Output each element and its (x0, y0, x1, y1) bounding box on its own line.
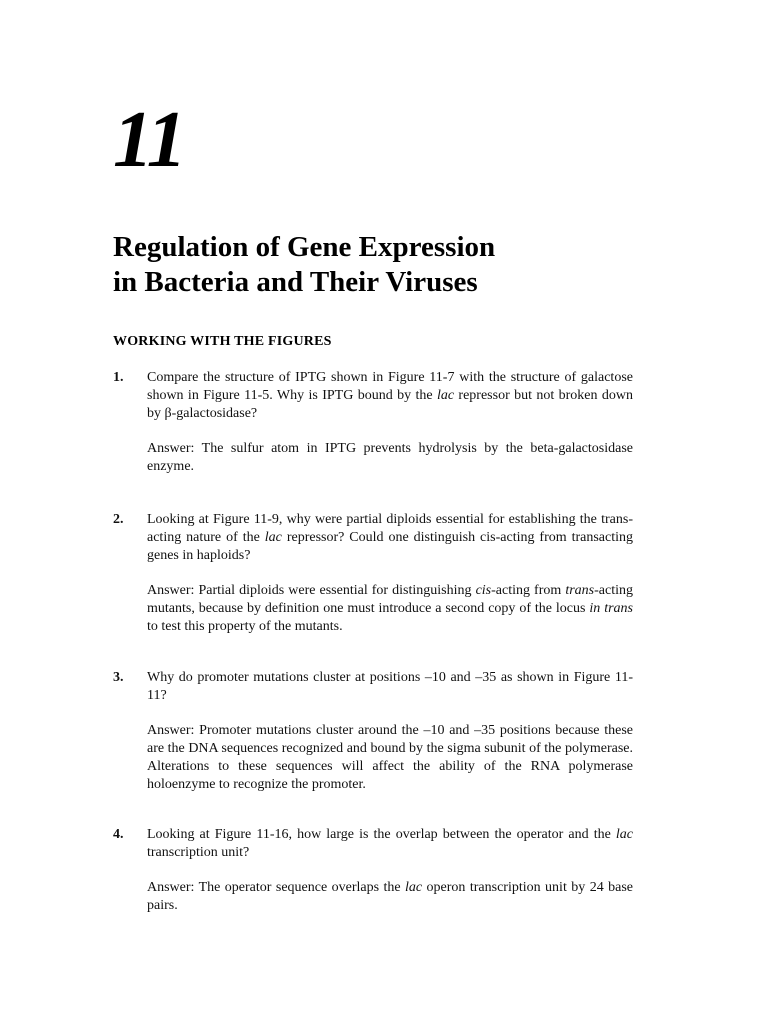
question-text-part: Looking at Figure 11-9, why were partial diploids essential for establishing the trans-acting nature of the (147, 512, 633, 545)
question-2 (113, 511, 633, 636)
question-number: 3. (113, 670, 124, 685)
answer-text-part: Answer: Promoter mutations cluster around the –10 and –35 positions because these are the DNA sequences recognized and bound by the sigma subunit of the polymerase. Alterations to these sequences will affect the ability of the RNA polymerase holoenzyme to recognize the promoter. (147, 723, 633, 792)
answer-text (147, 582, 633, 636)
answer-text-part: Answer: The sulfur atom in IPTG prevents hydrolysis by the beta-galactosidase enzyme. (147, 441, 633, 474)
answer-text-part: to test this property of the mutants. (147, 619, 343, 634)
question-text (147, 826, 633, 862)
chapter-title-line-2: in Bacteria and Their Viruses (113, 266, 478, 298)
answer-text (147, 879, 633, 915)
answer-text-part: -acting from (491, 583, 566, 598)
question-number: 2. (113, 512, 124, 527)
question-3 (113, 669, 633, 794)
answer-text-italic: lac (405, 880, 423, 895)
question-text-part: repressor but not broken down by β-galactosidase? (147, 388, 634, 421)
chapter-number: 11 (113, 96, 185, 184)
question-text (147, 511, 633, 565)
question-1 (113, 369, 633, 476)
answer-text-part: -acting mutants, because by definition one must introduce a second copy of the locus (147, 583, 633, 616)
question-text-part: repressor? Could one distinguish cis-acting from transacting genes in haploids? (147, 530, 634, 563)
question-text-part: Compare the structure of IPTG shown in Figure 11-7 with the structure of galactose shown in Figure 11-5. Why is IPTG bound by the (147, 370, 633, 403)
chapter-title-line-1: Regulation of Gene Expression (113, 231, 496, 263)
question-text-part: Why do promoter mutations cluster at positions –10 and –35 as shown in Figure 11-11? (147, 670, 633, 703)
question-text-italic: lac (436, 388, 455, 403)
chapter-title (113, 230, 495, 300)
answer-text-part: operon transcription unit by 24 base pairs. (147, 880, 633, 913)
answer-text (147, 440, 633, 476)
question-text (147, 369, 633, 423)
question-text-italic: lac (615, 827, 633, 842)
question-4 (113, 826, 633, 915)
answer-text (147, 722, 633, 794)
question-text-part: transcription unit? (147, 845, 250, 860)
answer-text-part: Answer: Partial diploids were essential for distinguishing (147, 583, 476, 598)
question-text (147, 669, 633, 705)
question-text-italic: lac (264, 530, 282, 545)
question-number: 4. (113, 827, 124, 842)
answer-text-italic: cis (475, 583, 492, 598)
answer-text-part: Answer: The operator sequence overlaps the (147, 880, 406, 895)
answer-text-italic: trans (565, 583, 595, 598)
question-text-part: Looking at Figure 11-16, how large is the overlap between the operator and the (147, 827, 616, 842)
answer-text-italic: in trans (589, 601, 633, 616)
section-heading: WORKING WITH THE FIGURES (113, 334, 332, 349)
question-number: 1. (113, 370, 124, 385)
